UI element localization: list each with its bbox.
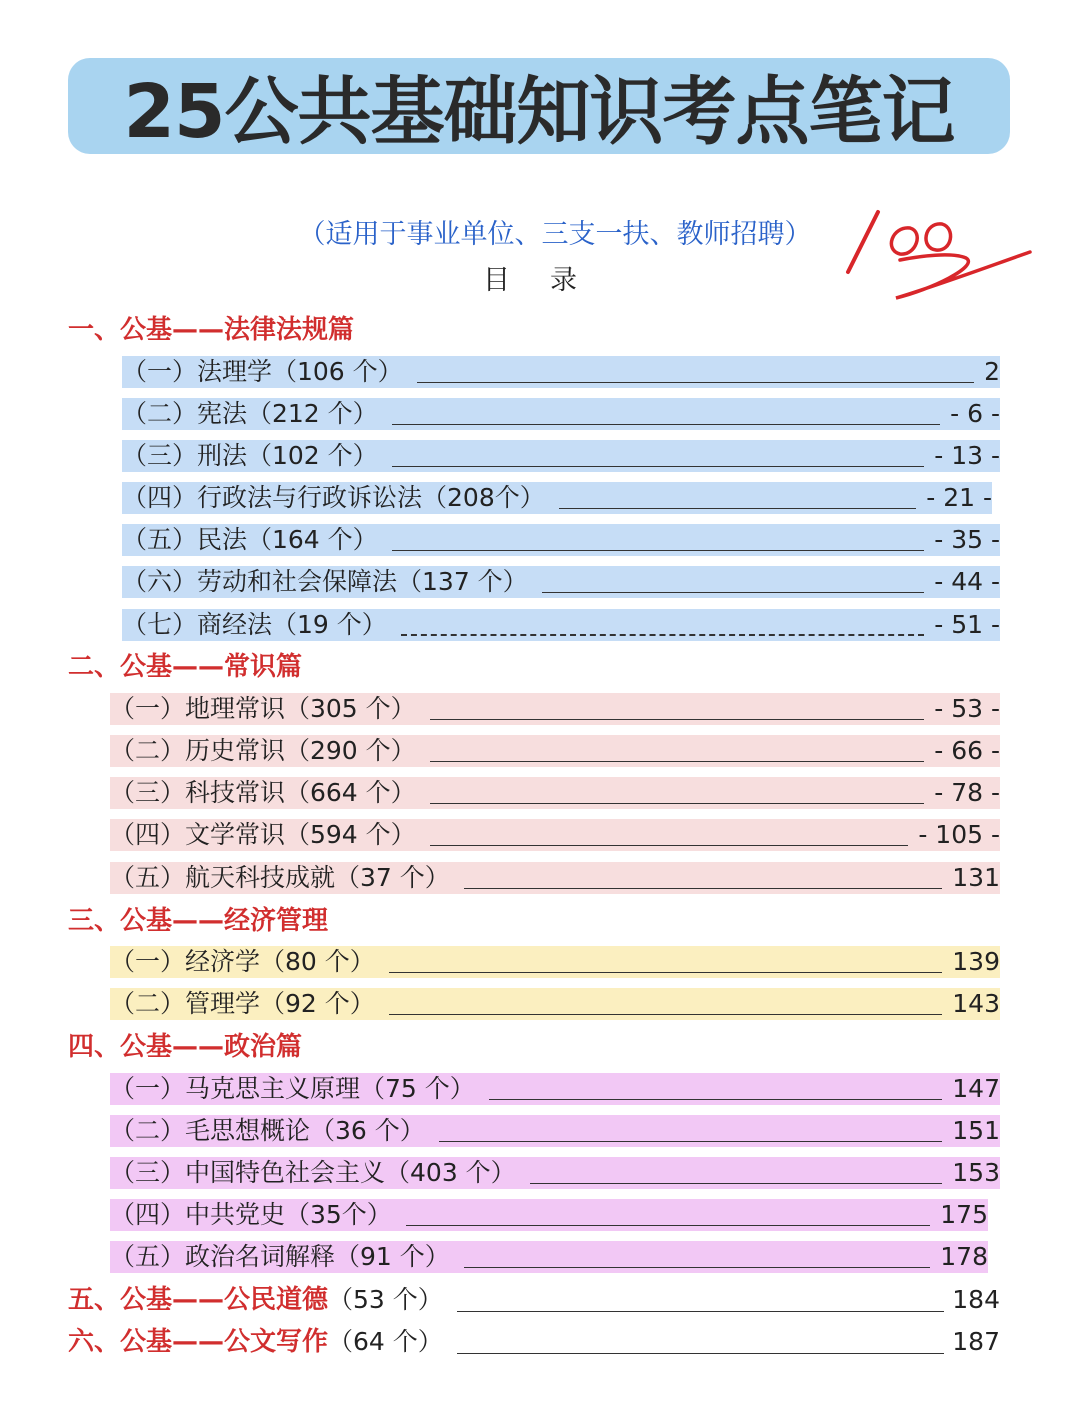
leader-line [401, 609, 924, 641]
toc-item-label: （二）宪法（212 个） [122, 399, 378, 428]
toc-item-page: - 13 - [934, 441, 1000, 470]
toc-item[interactable] [110, 819, 1000, 851]
leader-line [430, 777, 925, 809]
leader-line [389, 946, 943, 978]
toc-item-label: （二）管理学（92 个） [110, 989, 375, 1018]
toc-item[interactable] [110, 1115, 1000, 1147]
toc-item-page: - 6 - [950, 399, 1000, 428]
toc-item-page: 153 [952, 1158, 1000, 1187]
subtitle: （适用于事业单位、三支一扶、教师招聘） [298, 219, 812, 250]
leader-line [464, 1241, 931, 1273]
section-count: （53 个） [328, 1285, 443, 1314]
leader-line [417, 356, 974, 388]
toc-item[interactable] [110, 693, 1000, 725]
toc-item-page: - 78 - [934, 778, 1000, 807]
toc-item[interactable] [122, 609, 1000, 641]
toc-item[interactable] [110, 735, 1000, 767]
toc-item-label: （五）航天科技成就（37 个） [110, 863, 450, 892]
toc-item-page: 131 [952, 863, 1000, 892]
toc-item-page: - 35 - [934, 525, 1000, 554]
toc-item-page: - 105 - [918, 820, 1000, 849]
leader-line [489, 1073, 943, 1105]
toc-section-civic-morality[interactable] [68, 1283, 1000, 1317]
toc-item-label: （三）刑法（102 个） [122, 441, 378, 470]
section-title-law: 一、公基——法律法规篇 [68, 315, 355, 345]
toc-item-page: 147 [952, 1074, 1000, 1103]
toc-item-page: 2 [984, 357, 1000, 386]
toc-item[interactable] [110, 1241, 988, 1273]
leader-line [430, 819, 909, 851]
toc-item[interactable] [110, 777, 1000, 809]
toc-item-label: （五）政治名词解释（91 个） [110, 1242, 450, 1271]
toc-item-page: 184 [952, 1285, 1000, 1314]
toc-item-label: （一）地理常识（305 个） [110, 694, 416, 723]
section-count: （64 个） [328, 1327, 443, 1356]
toc-item-page: 139 [952, 947, 1000, 976]
toc-item[interactable] [122, 440, 1000, 472]
toc-item-page: - 21 - [926, 483, 992, 512]
toc-item-label: （六）劳动和社会保障法（137 个） [122, 567, 528, 596]
section-title-politics: 四、公基——政治篇 [68, 1032, 303, 1062]
leader-line [392, 440, 925, 472]
toc-item[interactable] [110, 946, 1000, 978]
title-banner [68, 58, 1010, 154]
toc-item[interactable] [122, 356, 1000, 388]
toc-item-page: - 51 - [934, 610, 1000, 639]
toc-item-label: （五）民法（164 个） [122, 525, 378, 554]
toc-item-page: 187 [952, 1327, 1000, 1356]
toc-item[interactable] [110, 862, 1000, 894]
toc-item[interactable] [122, 482, 992, 514]
toc-item[interactable] [110, 988, 1000, 1020]
leader-line [406, 1199, 930, 1231]
section-title-civic-morality: 五、公基——公民道德 [68, 1285, 329, 1315]
toc-item-label: （七）商经法（19 个） [122, 610, 387, 639]
toc-item-page: - 66 - [934, 736, 1000, 765]
section-title-common-sense: 二、公基——常识篇 [68, 652, 303, 682]
leader-line [392, 524, 925, 556]
section-title-official-writing: 六、公基——公文写作 [68, 1327, 329, 1357]
toc-item-label: （二）毛思想概论（36 个） [110, 1116, 425, 1145]
section-title-economics: 三、公基——经济管理 [68, 906, 329, 936]
toc-item-page: - 44 - [934, 567, 1000, 596]
toc-item-page: - 53 - [934, 694, 1000, 723]
toc-item-page: 151 [952, 1116, 1000, 1145]
leader-line [389, 988, 943, 1020]
toc-item-label: （四）中共党史（35个） [110, 1200, 392, 1229]
toc-item-page: 143 [952, 989, 1000, 1018]
toc-item-label: （二）历史常识（290 个） [110, 736, 416, 765]
toc-item[interactable] [122, 524, 1000, 556]
toc-item[interactable] [122, 398, 1000, 430]
toc-item-label: （三）中国特色社会主义（403 个） [110, 1158, 516, 1187]
toc-item[interactable] [110, 1157, 1000, 1189]
leader-line [430, 735, 925, 767]
toc-item-label: （四）文学常识（594 个） [110, 820, 416, 849]
leader-line [559, 482, 917, 514]
toc-section-official-writing[interactable] [68, 1325, 1000, 1359]
toc-item-label: （一）马克思主义原理（75 个） [110, 1074, 475, 1103]
toc-item-page: 175 [940, 1200, 988, 1229]
leader-line [542, 566, 925, 598]
toc-item-label: （四）行政法与行政诉讼法（208个） [122, 483, 545, 512]
leader-line [430, 693, 925, 725]
toc-item[interactable] [122, 566, 1000, 598]
leader-line [439, 1115, 943, 1147]
toc-item-label: （一）法理学（106 个） [122, 357, 403, 386]
score-100-handwritten [840, 190, 1040, 310]
leader-line [464, 862, 943, 894]
leader-line [457, 1283, 945, 1317]
toc-item-label: （三）科技常识（664 个） [110, 778, 416, 807]
leader-line [530, 1157, 943, 1189]
toc-heading: 目录 [483, 265, 617, 296]
toc-item[interactable] [110, 1073, 1000, 1105]
leader-line [392, 398, 940, 430]
leader-line [457, 1325, 945, 1359]
toc-item[interactable] [110, 1199, 988, 1231]
toc-item-page: 178 [940, 1242, 988, 1271]
page-title: 25公共基础知识考点笔记 [123, 69, 955, 155]
toc-item-label: （一）经济学（80 个） [110, 947, 375, 976]
